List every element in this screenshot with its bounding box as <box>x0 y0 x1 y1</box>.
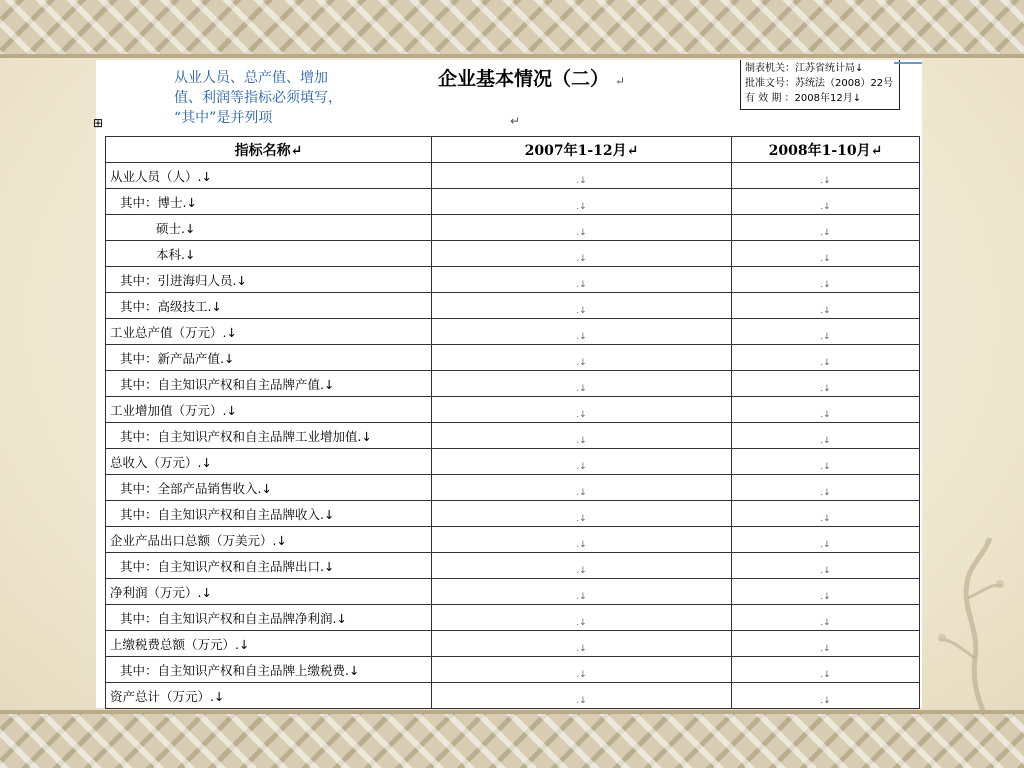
row-value-2007[interactable]: .↓ <box>432 527 732 553</box>
row-value-2008[interactable]: .↓ <box>732 527 920 553</box>
row-value-2008[interactable]: .↓ <box>732 657 920 683</box>
row-label: 其中：自主知识产权和自主品牌产值.↓ <box>106 371 432 397</box>
row-value-2008[interactable]: .↓ <box>732 189 920 215</box>
row-label: 其中：全部产品销售收入.↓ <box>106 475 432 501</box>
border-frieze-top <box>0 0 1024 58</box>
row-value-2008[interactable]: .↓ <box>732 579 920 605</box>
paragraph-mark: ↵ <box>615 74 626 88</box>
row-value-2007[interactable]: .↓ <box>432 319 732 345</box>
row-value-2008[interactable]: .↓ <box>732 241 920 267</box>
row-value-2008[interactable]: .↓ <box>732 215 920 241</box>
row-value-2007[interactable]: .↓ <box>432 475 732 501</box>
row-value-2008[interactable]: .↓ <box>732 631 920 657</box>
note-line: 从业人员、总产值、增加 <box>174 70 328 86</box>
row-value-2008[interactable]: .↓ <box>732 449 920 475</box>
table-row <box>106 605 920 631</box>
row-value-2008[interactable]: .↓ <box>732 501 920 527</box>
border-frieze-bottom <box>0 710 1024 768</box>
table-row <box>106 215 920 241</box>
row-value-2008[interactable]: .↓ <box>732 683 920 709</box>
row-value-2008[interactable]: .↓ <box>732 605 920 631</box>
instruction-note <box>174 68 384 128</box>
row-label: 其中：自主知识产权和自主品牌上缴税费.↓ <box>106 657 432 683</box>
table-row <box>106 579 920 605</box>
row-value-2007[interactable]: .↓ <box>432 189 732 215</box>
row-label: 其中：高级技工.↓ <box>106 293 432 319</box>
row-value-2008[interactable]: .↓ <box>732 475 920 501</box>
table-row <box>106 553 920 579</box>
row-value-2007[interactable]: .↓ <box>432 371 732 397</box>
row-value-2008[interactable]: .↓ <box>732 553 920 579</box>
row-value-2007[interactable]: .↓ <box>432 449 732 475</box>
table-move-handle-icon[interactable]: ⊞ <box>93 116 104 130</box>
row-value-2007[interactable]: .↓ <box>432 241 732 267</box>
header-indicator: 指标名称↵ <box>106 137 432 163</box>
table-row <box>106 475 920 501</box>
table-row <box>106 319 920 345</box>
row-value-2007[interactable]: .↓ <box>432 605 732 631</box>
table-header-row <box>106 137 920 163</box>
table-title-text: 企业基本情况（二） <box>438 68 610 90</box>
row-label: 企业产品出口总额（万美元）.↓ <box>106 527 432 553</box>
table-row <box>106 501 920 527</box>
row-label: 其中：新产品产值.↓ <box>106 345 432 371</box>
header-2007: 2007年1-12月↵ <box>432 137 732 163</box>
row-value-2007[interactable]: .↓ <box>432 397 732 423</box>
row-value-2007[interactable]: .↓ <box>432 215 732 241</box>
row-label: 其中：博士.↓ <box>106 189 432 215</box>
row-value-2007[interactable]: .↓ <box>432 267 732 293</box>
row-label: 从业人员（人）.↓ <box>106 163 432 189</box>
row-label: 总收入（万元）.↓ <box>106 449 432 475</box>
row-value-2008[interactable]: .↓ <box>732 371 920 397</box>
row-value-2007[interactable]: .↓ <box>432 293 732 319</box>
row-value-2007[interactable]: .↓ <box>432 163 732 189</box>
table-row <box>106 683 920 709</box>
indicator-table <box>105 136 920 709</box>
table-row <box>106 371 920 397</box>
row-value-2007[interactable]: .↓ <box>432 423 732 449</box>
row-label: 硕士.↓ <box>106 215 432 241</box>
row-value-2008[interactable]: .↓ <box>732 319 920 345</box>
row-value-2008[interactable]: .↓ <box>732 345 920 371</box>
row-label: 其中：自主知识产权和自主品牌收入.↓ <box>106 501 432 527</box>
row-value-2008[interactable]: .↓ <box>732 267 920 293</box>
row-label: 其中：自主知识产权和自主品牌出口.↓ <box>106 553 432 579</box>
row-label: 工业增加值（万元）.↓ <box>106 397 432 423</box>
table-row <box>106 423 920 449</box>
header-2008: 2008年1-10月↵ <box>732 137 920 163</box>
table-row <box>106 267 920 293</box>
row-label: 其中：引进海归人员.↓ <box>106 267 432 293</box>
stamp-tab-decoration <box>894 60 922 64</box>
row-label: 其中：自主知识产权和自主品牌工业增加值.↓ <box>106 423 432 449</box>
row-value-2007[interactable]: .↓ <box>432 553 732 579</box>
stamp-valid: 有 效 期 ：2008年12月↓ <box>745 93 862 104</box>
table-row <box>106 631 920 657</box>
stamp-office: 制表机关：江苏省统计局↓ <box>745 63 864 74</box>
table-row <box>106 527 920 553</box>
row-value-2007[interactable]: .↓ <box>432 631 732 657</box>
row-value-2007[interactable]: .↓ <box>432 683 732 709</box>
table-row <box>106 345 920 371</box>
row-label: 其中：自主知识产权和自主品牌净利润.↓ <box>106 605 432 631</box>
row-value-2007[interactable]: .↓ <box>432 657 732 683</box>
row-value-2008[interactable]: .↓ <box>732 163 920 189</box>
row-value-2007[interactable]: .↓ <box>432 579 732 605</box>
table-row <box>106 189 920 215</box>
table-row <box>106 657 920 683</box>
row-value-2007[interactable]: .↓ <box>432 345 732 371</box>
row-label: 净利润（万元）.↓ <box>106 579 432 605</box>
row-value-2008[interactable]: .↓ <box>732 397 920 423</box>
table-row <box>106 397 920 423</box>
row-label: 本科.↓ <box>106 241 432 267</box>
document-sheet <box>93 60 922 708</box>
row-label: 工业总产值（万元）.↓ <box>106 319 432 345</box>
table-row <box>106 449 920 475</box>
row-value-2008[interactable]: .↓ <box>732 423 920 449</box>
table-row <box>106 163 920 189</box>
stamp-box <box>740 60 900 110</box>
table-title <box>438 64 625 91</box>
note-line: “其中”是并列项 <box>174 110 273 126</box>
row-label: 上缴税费总额（万元）.↓ <box>106 631 432 657</box>
row-value-2007[interactable]: .↓ <box>432 501 732 527</box>
paragraph-mark: ↵ <box>510 114 521 128</box>
table-row <box>106 293 920 319</box>
row-value-2008[interactable]: .↓ <box>732 293 920 319</box>
table-row <box>106 241 920 267</box>
row-label: 资产总计（万元）.↓ <box>106 683 432 709</box>
stamp-doc-no: 批准文号：苏统法（2008）22号 <box>745 78 894 89</box>
note-line: 值、利润等指标必须填写， <box>174 90 342 106</box>
